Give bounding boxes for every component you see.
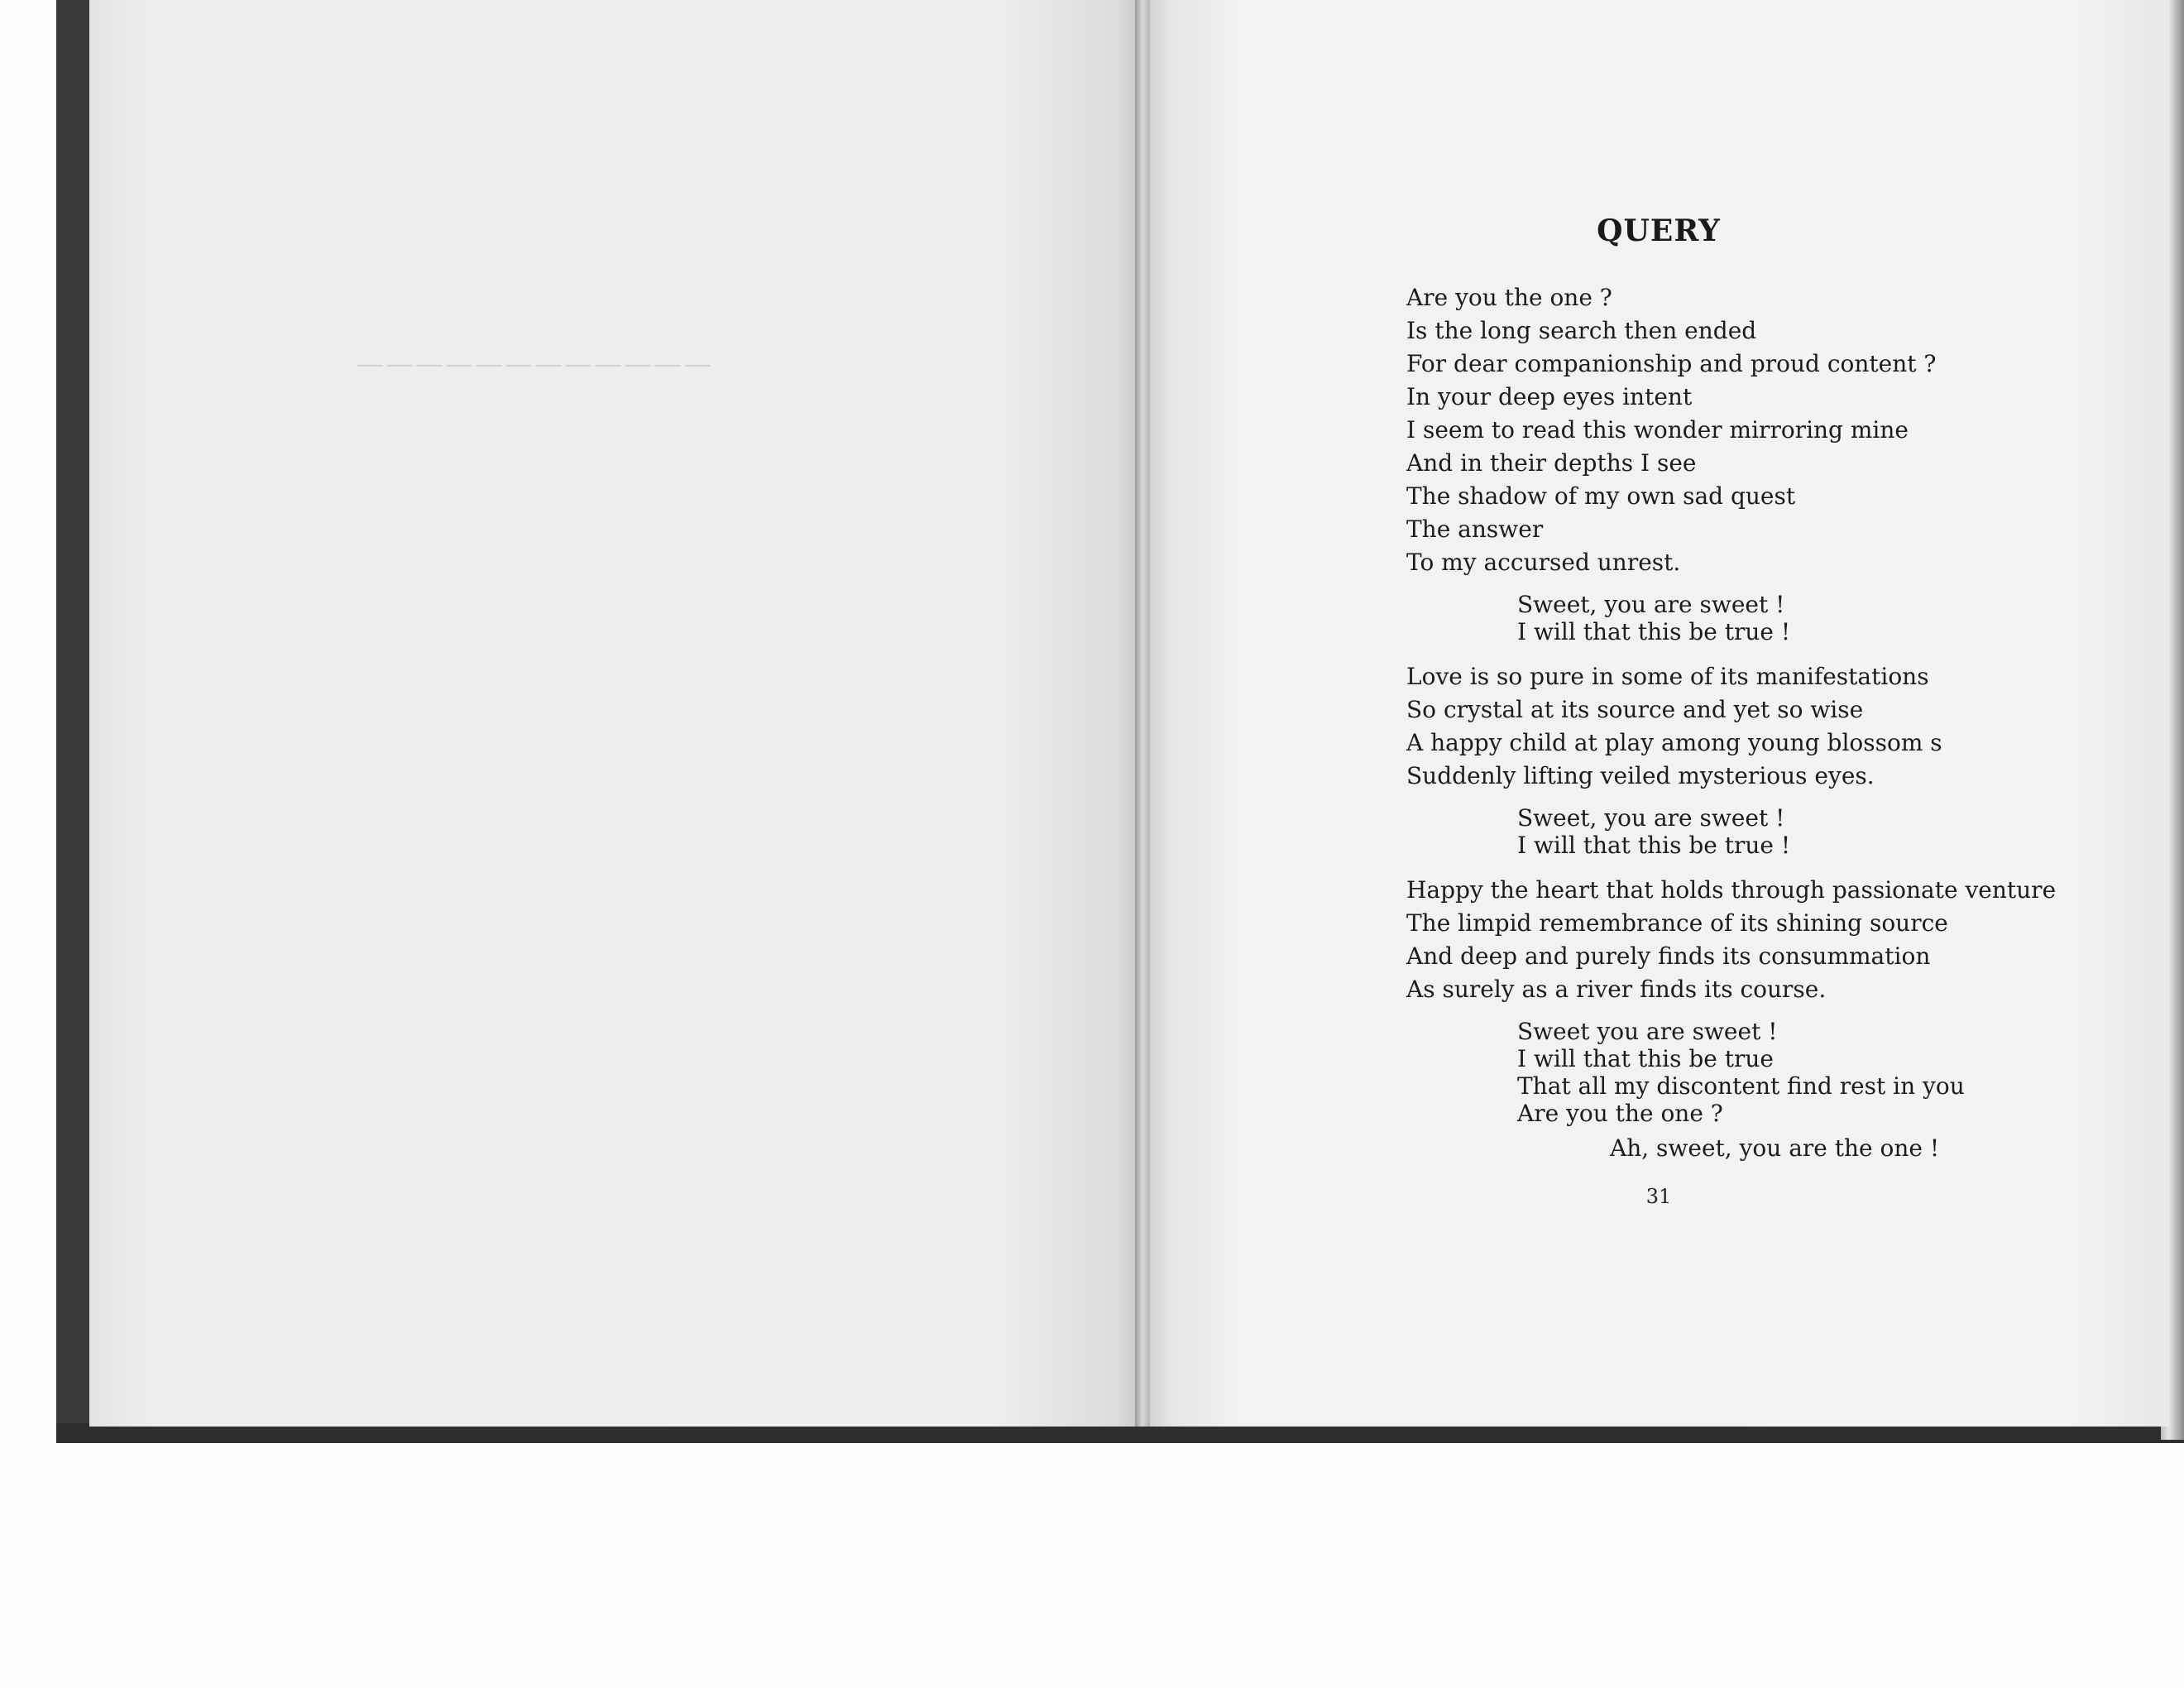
poem-line: Love is so pure in some of its manifestations [1406,663,1929,690]
poem-line: In your deep eyes intent [1406,383,1693,410]
poem-line: I seem to read this wonder mirroring mine [1406,416,1909,444]
poem-line: So crystal at its source and yet so wise [1406,696,1864,723]
refrain-line: Sweet, you are sweet ! [1517,591,1785,618]
poem-line: And in their depths I see [1406,449,1697,477]
closing-line: I will that this be true [1517,1045,1774,1072]
closing-line: Sweet you are sweet ! [1517,1018,1778,1045]
closing-line: That all my discontent find rest in you [1517,1072,1965,1100]
closing-stanza [1406,1018,2019,1127]
poem-line: Suddenly lifting veiled mysterious eyes. [1406,762,1875,789]
closing-line: Are you the one ? [1517,1100,1723,1127]
refrain-2 [1406,804,2019,859]
poem-line: To my accursed unrest. [1406,549,1681,576]
stanza-2 [1406,660,2019,793]
bleed-through-text: ———————————— [354,348,711,381]
poem-line: And deep and purely finds its consummation [1406,942,1931,970]
book-gutter [1135,0,1150,1427]
poem-title: QUERY [1597,213,1721,248]
poem-line: Happy the heart that holds through passionate venture [1406,876,2057,904]
poem-line: As surely as a river finds its course. [1406,976,1827,1003]
stanza-1 [1406,281,2019,579]
poem-line: Is the long search then ended [1406,317,1757,344]
refrain-line: I will that this be true ! [1517,832,1791,859]
poem-line: For dear companionship and proud content ? [1406,350,1937,377]
refrain-1 [1406,591,2019,645]
poem-line: The shadow of my own sad quest [1406,482,1796,510]
refrain-line: Sweet, you are sweet ! [1517,804,1785,832]
stanza-3 [1406,874,2057,1006]
poem-line: The limpid remembrance of its shining source [1406,909,1948,937]
refrain-line: I will that this be true ! [1517,618,1791,645]
poem-body [1406,281,2057,1165]
left-page [89,0,1147,1427]
final-line: Ah, sweet, you are the one ! [1610,1134,1940,1162]
poem-line: The answer [1406,516,1544,543]
poem-line: A happy child at play among young blossom s [1406,729,1942,756]
page-number: 31 [1645,1185,1672,1208]
poem-line: Are you the one ? [1406,284,1612,311]
